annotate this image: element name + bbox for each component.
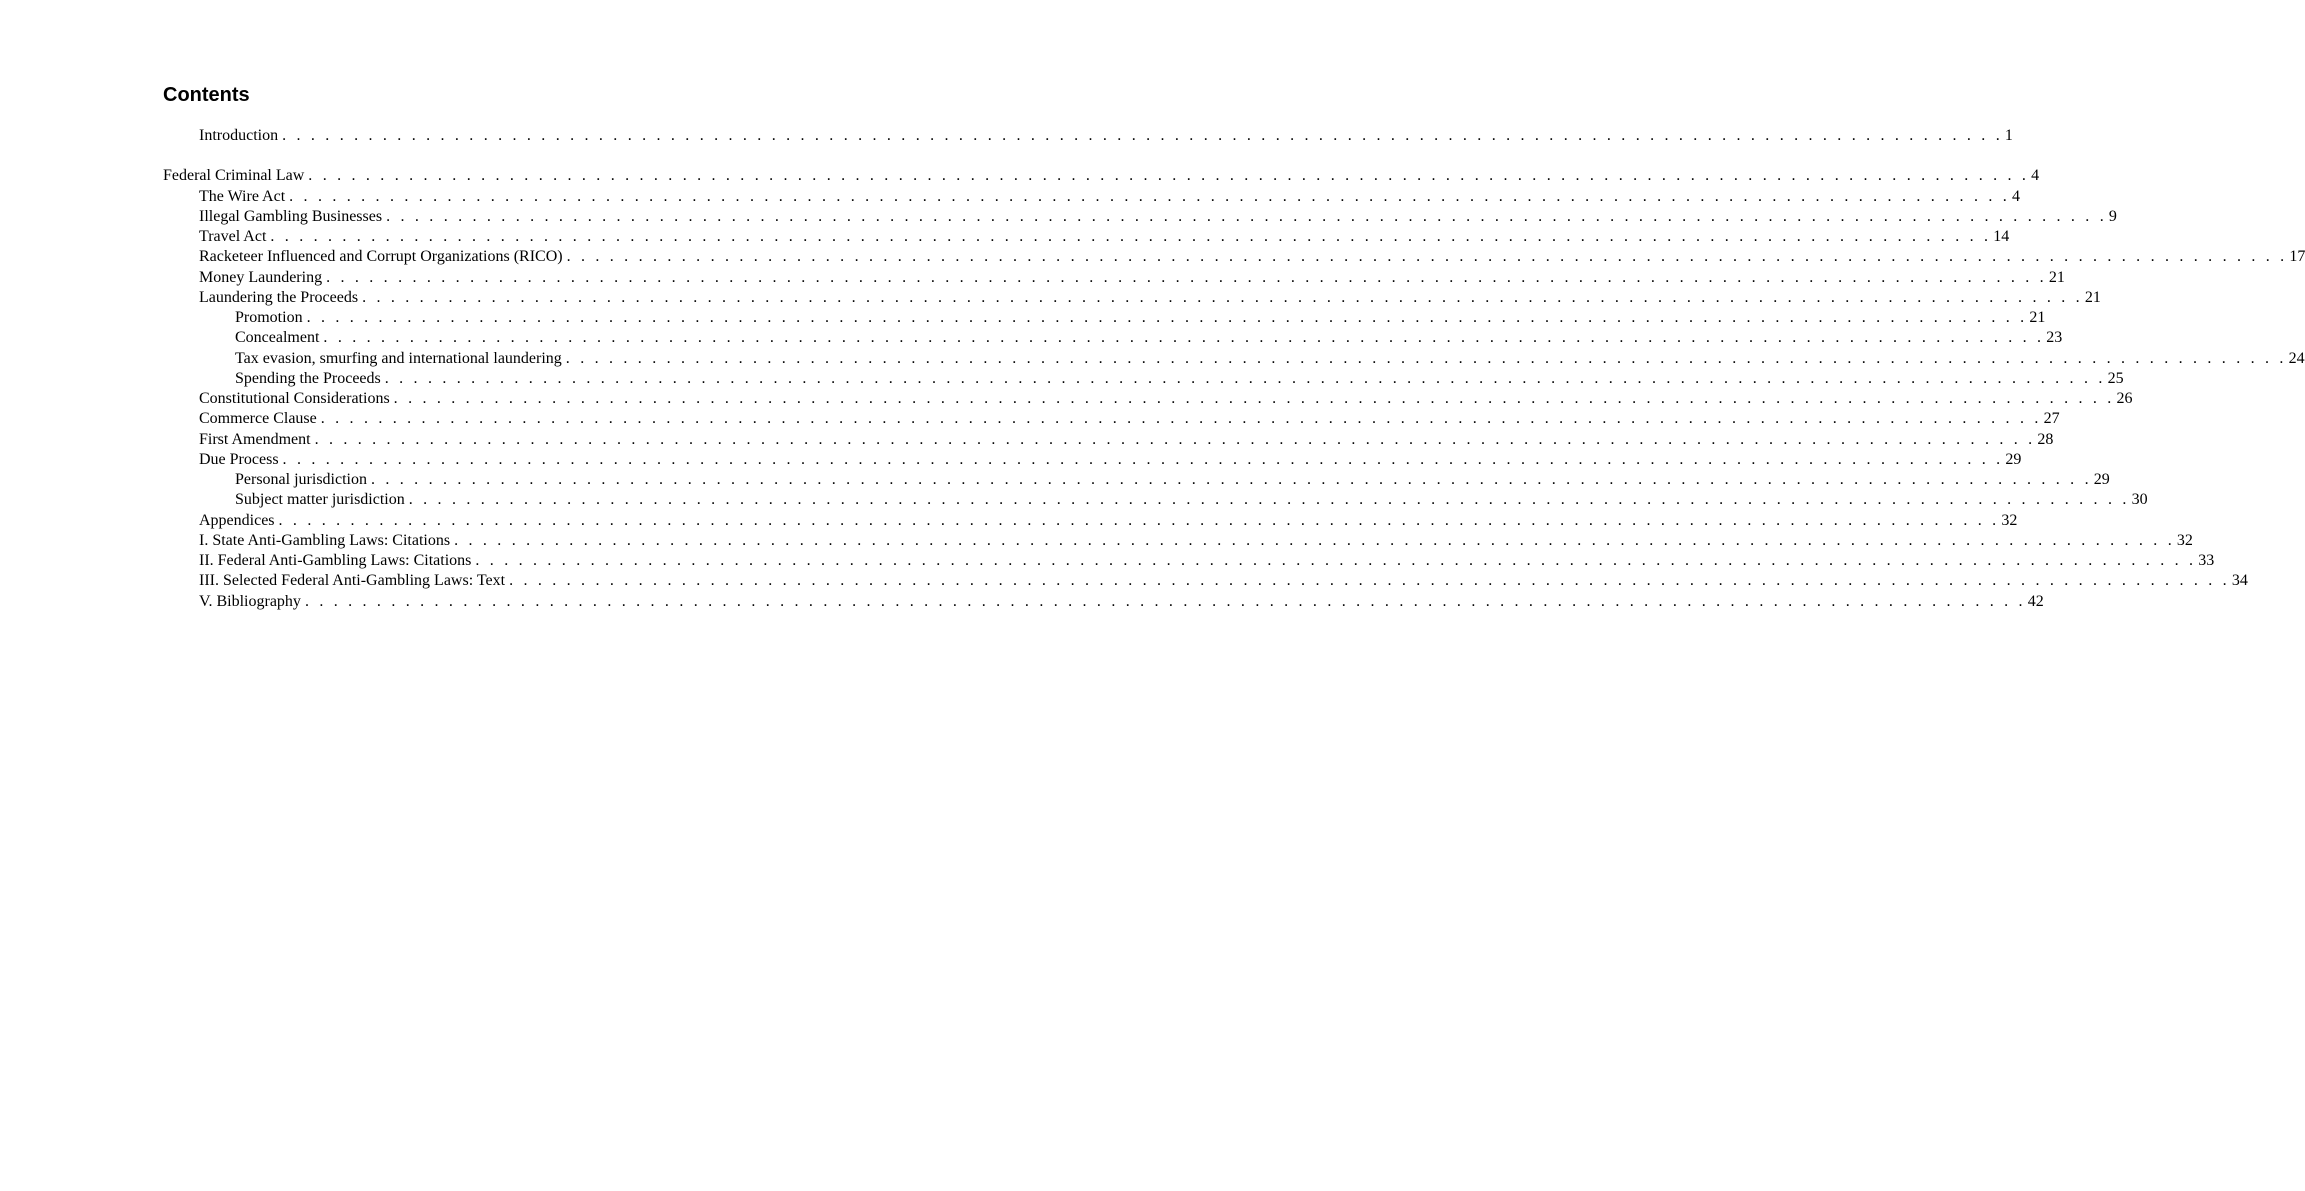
dot-leader: . . . . . . . . . . . . . . . . . . . . . . . . . . . . . . . . . . . . . . . . . . . . . . . . . . . . . . . . . . . . . . . . . . . . . . . . . . . . . . . . . . . . . . . . . . . . . . . . . . . . . . . . . . . . . . . . . . . . . . . . xyxy=(393,390,2115,407)
toc-entry[interactable] xyxy=(163,470,2110,490)
toc-entry-page-number: 21 xyxy=(2029,309,2046,326)
toc-entry-page-number: 25 xyxy=(2107,369,2124,387)
toc-entry[interactable] xyxy=(163,571,2248,591)
toc-entry-page-number: 27 xyxy=(2043,410,2060,428)
dot-leader: . . . . . . . . . . . . . . . . . . . . . . . . . . . . . . . . . . . . . . . . . . . . . . . . . . . . . . . . . . . . . . . . . . . . . . . . . . . . . . . . . . . . . . . . . . . . . . . . . . . . . . . . . . . . . . . . . . . . . . . . xyxy=(308,167,2030,185)
toc-entry-title: II. Federal Anti-Gambling Laws: Citations xyxy=(199,552,472,569)
toc-entry-title: Appendices xyxy=(199,511,275,529)
toc-entry-page-number: 26 xyxy=(2116,390,2133,407)
dot-leader: . . . . . . . . . . . . . . . . . . . . . . . . . . . . . . . . . . . . . . . . . . . . . . . . . . . . . . . . . . . . . . . . . . . . . . . . . . . . . . . . . . . . . . . . . . . . . . . . . . . . . . . . . . . . . . . . . . . . . . . . xyxy=(323,329,2045,347)
table-of-contents xyxy=(163,126,2305,612)
dot-leader: . . . . . . . . . . . . . . . . . . . . . . . . . . . . . . . . . . . . . . . . . . . . . . . . . . . . . . . . . . . . . . . . . . . . . . . . . . . . . . . . . . . . . . . . . . . . . . . . . . . . . . . . . . . . . . . . . . . . . . . . xyxy=(282,127,2003,144)
toc-entry-title: V. Bibliography xyxy=(199,592,301,610)
toc-entry-page-number: 17 xyxy=(2289,248,2305,266)
dot-leader: . . . . . . . . . . . . . . . . . . . . . . . . . . . . . . . . . . . . . . . . . . . . . . . . . . . . . . . . . . . . . . . . . . . . . . . . . . . . . . . . . . . . . . . . . . . . . . . . . . . . . . . . . . . . . . . . . . . . . . . . xyxy=(509,572,2230,590)
toc-entry[interactable] xyxy=(163,409,2060,429)
toc-entry[interactable] xyxy=(163,349,2305,369)
toc-entry-title: Spending the Proceeds xyxy=(235,369,381,387)
toc-entry[interactable] xyxy=(163,511,2018,531)
toc-entry-page-number: 21 xyxy=(2084,288,2101,306)
dot-leader: . . . . . . . . . . . . . . . . . . . . . . . . . . . . . . . . . . . . . . . . . . . . . . . . . . . . . . . . . . . . . . . . . . . . . . . . . . . . . . . . . . . . . . . . . . . . . . . . . . . . . . . . . . . . . . . . . . . . . . . . xyxy=(475,552,2197,569)
dot-leader: . . . . . . . . . . . . . . . . . . . . . . . . . . . . . . . . . . . . . . . . . . . . . . . . . . . . . . . . . . . . . . . . . . . . . . . . . . . . . . . . . . . . . . . . . . . . . . . . . . . . . . . . . . . . . . . . . . . . . . . . xyxy=(384,369,2106,387)
toc-entry-page-number: 28 xyxy=(2037,430,2054,448)
toc-entry-page-number: 1 xyxy=(2004,127,2013,144)
toc-entry-page-number: 4 xyxy=(2011,187,2020,205)
toc-entry-title: Subject matter jurisdiction xyxy=(235,491,405,509)
toc-entry-title: Tax evasion, smurfing and international laundering xyxy=(235,349,562,367)
dot-leader: . . . . . . . . . . . . . . . . . . . . . . . . . . . . . . . . . . . . . . . . . . . . . . . . . . . . . . . . . . . . . . . . . . . . . . . . . . . . . . . . . . . . . . . . . . . . . . . . . . . . . . . . . . . . . . . . . . . . . . . . xyxy=(320,410,2042,428)
dot-leader: . . . . . . . . . . . . . . . . . . . . . . . . . . . . . . . . . . . . . . . . . . . . . . . . . . . . . . . . . . . . . . . . . . . . . . . . . . . . . . . . . . . . . . . . . . . . . . . . . . . . . . . . . . . . . . . . . . . . . . . . xyxy=(326,268,2047,286)
toc-entry[interactable] xyxy=(163,227,2010,247)
toc-entry-page-number: 29 xyxy=(2093,471,2110,488)
toc-entry-title: Constitutional Considerations xyxy=(199,390,390,407)
toc-entry-page-number: 32 xyxy=(2176,531,2193,549)
toc-entry-title: Money Laundering xyxy=(199,268,323,286)
toc-entry[interactable] xyxy=(163,247,2305,267)
toc-entry-page-number: 42 xyxy=(2027,592,2044,610)
toc-entry[interactable] xyxy=(163,268,2065,288)
dot-leader: . . . . . . . . . . . . . . . . . . . . . . . . . . . . . . . . . . . . . . . . . . . . . . . . . . . . . . . . . . . . . . . . . . . . . . . . . . . . . . . . . . . . . . . . . . . . . . . . . . . . . . . . . . . . . . . . . . . . . . . . xyxy=(386,207,2107,225)
toc-entry[interactable] xyxy=(163,328,2063,348)
toc-entry-page-number: 29 xyxy=(2005,450,2022,468)
toc-entry-page-number: 9 xyxy=(2108,207,2117,225)
dot-leader: . . . . . . . . . . . . . . . . . . . . . . . . . . . . . . . . . . . . . . . . . . . . . . . . . . . . . . . . . . . . . . . . . . . . . . . . . . . . . . . . . . . . . . . . . . . . . . . . . . . . . . . . . . . . . . . . . . . . . . . . xyxy=(314,430,2036,448)
toc-entry-page-number: 24 xyxy=(2288,349,2305,367)
toc-entry[interactable] xyxy=(163,369,2124,389)
toc-entry-page-number: 23 xyxy=(2046,329,2063,347)
dot-leader: . . . . . . . . . . . . . . . . . . . . . . . . . . . . . . . . . . . . . . . . . . . . . . . . . . . . . . . . . . . . . . . . . . . . . . . . . . . . . . . . . . . . . . . . . . . . . . . . . . . . . . . . . . . . . . . . . . . . . . . . xyxy=(566,248,2288,266)
toc-entry-title: The Wire Act xyxy=(199,187,286,205)
toc-entry-title: Introduction xyxy=(199,127,279,144)
page-title: Contents xyxy=(163,84,250,106)
toc-entry-title: Promotion xyxy=(235,309,303,326)
toc-entry-title: Personal jurisdiction xyxy=(235,471,367,488)
toc-entry[interactable] xyxy=(163,551,2215,571)
dot-leader: . . . . . . . . . . . . . . . . . . . . . . . . . . . . . . . . . . . . . . . . . . . . . . . . . . . . . . . . . . . . . . . . . . . . . . . . . . . . . . . . . . . . . . . . . . . . . . . . . . . . . . . . . . . . . . . . . . . . . . . . xyxy=(278,511,2000,529)
dot-leader: . . . . . . . . . . . . . . . . . . . . . . . . . . . . . . . . . . . . . . . . . . . . . . . . . . . . . . . . . . . . . . . . . . . . . . . . . . . . . . . . . . . . . . . . . . . . . . . . . . . . . . . . . . . . . . . . . . . . . . . . xyxy=(408,491,2130,509)
dot-leader: . . . . . . . . . . . . . . . . . . . . . . . . . . . . . . . . . . . . . . . . . . . . . . . . . . . . . . . . . . . . . . . . . . . . . . . . . . . . . . . . . . . . . . . . . . . . . . . . . . . . . . . . . . . . . . . . . . . . . . . . xyxy=(362,288,2083,306)
toc-entry[interactable] xyxy=(163,288,2101,308)
toc-entry[interactable] xyxy=(163,389,2133,409)
dot-leader: . . . . . . . . . . . . . . . . . . . . . . . . . . . . . . . . . . . . . . . . . . . . . . . . . . . . . . . . . . . . . . . . . . . . . . . . . . . . . . . . . . . . . . . . . . . . . . . . . . . . . . . . . . . . . . . . . . . . . . . . xyxy=(565,349,2287,367)
toc-entry-page-number: 34 xyxy=(2231,572,2248,590)
toc-entry[interactable] xyxy=(163,531,2193,551)
dot-leader: . . . . . . . . . . . . . . . . . . . . . . . . . . . . . . . . . . . . . . . . . . . . . . . . . . . . . . . . . . . . . . . . . . . . . . . . . . . . . . . . . . . . . . . . . . . . . . . . . . . . . . . . . . . . . . . . . . . . . . . . xyxy=(289,187,2010,205)
toc-entry[interactable] xyxy=(163,430,2054,450)
toc-entry[interactable] xyxy=(163,308,2046,328)
toc-entry[interactable] xyxy=(163,592,2044,612)
toc-entry-page-number: 32 xyxy=(2001,511,2018,529)
toc-entry-title: III. Selected Federal Anti-Gambling Laws: Text xyxy=(199,572,506,590)
toc-entry[interactable] xyxy=(163,490,2148,510)
toc-entry-title: Commerce Clause xyxy=(199,410,317,428)
dot-leader: . . . . . . . . . . . . . . . . . . . . . . . . . . . . . . . . . . . . . . . . . . . . . . . . . . . . . . . . . . . . . . . . . . . . . . . . . . . . . . . . . . . . . . . . . . . . . . . . . . . . . . . . . . . . . . . . . . . . . . . . xyxy=(454,531,2175,549)
toc-entry[interactable] xyxy=(163,166,2040,186)
toc-entry-title: Travel Act xyxy=(199,228,267,245)
dot-leader: . . . . . . . . . . . . . . . . . . . . . . . . . . . . . . . . . . . . . . . . . . . . . . . . . . . . . . . . . . . . . . . . . . . . . . . . . . . . . . . . . . . . . . . . . . . . . . . . . . . . . . . . . . . . . . . . . . . . . . . . xyxy=(370,471,2092,488)
toc-entry-title: Federal Criminal Law xyxy=(163,167,305,185)
toc-entry-page-number: 33 xyxy=(2198,552,2215,569)
toc-entry-title: Laundering the Proceeds xyxy=(199,288,359,306)
dot-leader: . . . . . . . . . . . . . . . . . . . . . . . . . . . . . . . . . . . . . . . . . . . . . . . . . . . . . . . . . . . . . . . . . . . . . . . . . . . . . . . . . . . . . . . . . . . . . . . . . . . . . . . . . . . . . . . . . . . . . . . . xyxy=(282,450,2004,468)
toc-entry-page-number: 4 xyxy=(2031,167,2040,185)
toc-entry-title: Racketeer Influenced and Corrupt Organizations (RICO) xyxy=(199,248,563,266)
dot-leader: . . . . . . . . . . . . . . . . . . . . . . . . . . . . . . . . . . . . . . . . . . . . . . . . . . . . . . . . . . . . . . . . . . . . . . . . . . . . . . . . . . . . . . . . . . . . . . . . . . . . . . . . . . . . . . . . . . . . . . . . xyxy=(270,228,1992,245)
toc-entry-title: Concealment xyxy=(235,329,320,347)
toc-entry-title: I. State Anti-Gambling Laws: Citations xyxy=(199,531,451,549)
toc-entry[interactable] xyxy=(163,126,2013,146)
toc-entry-page-number: 30 xyxy=(2131,491,2148,509)
toc-entry-title: Due Process xyxy=(199,450,279,468)
dot-leader: . . . . . . . . . . . . . . . . . . . . . . . . . . . . . . . . . . . . . . . . . . . . . . . . . . . . . . . . . . . . . . . . . . . . . . . . . . . . . . . . . . . . . . . . . . . . . . . . . . . . . . . . . . . . . . . . . . . . . . . . xyxy=(306,309,2028,326)
toc-entry-page-number: 14 xyxy=(1993,228,2010,245)
toc-entry-title: First Amendment xyxy=(199,430,311,448)
toc-entry[interactable] xyxy=(163,207,2117,227)
toc-entry-page-number: 21 xyxy=(2048,268,2065,286)
toc-entry[interactable] xyxy=(163,450,2022,470)
toc-entry-title: Illegal Gambling Businesses xyxy=(199,207,383,225)
toc-entry[interactable] xyxy=(163,187,2020,207)
dot-leader: . . . . . . . . . . . . . . . . . . . . . . . . . . . . . . . . . . . . . . . . . . . . . . . . . . . . . . . . . . . . . . . . . . . . . . . . . . . . . . . . . . . . . . . . . . . . . . . . . . . . . . . . . . . . . . . . . . . . . . . . xyxy=(304,592,2026,610)
